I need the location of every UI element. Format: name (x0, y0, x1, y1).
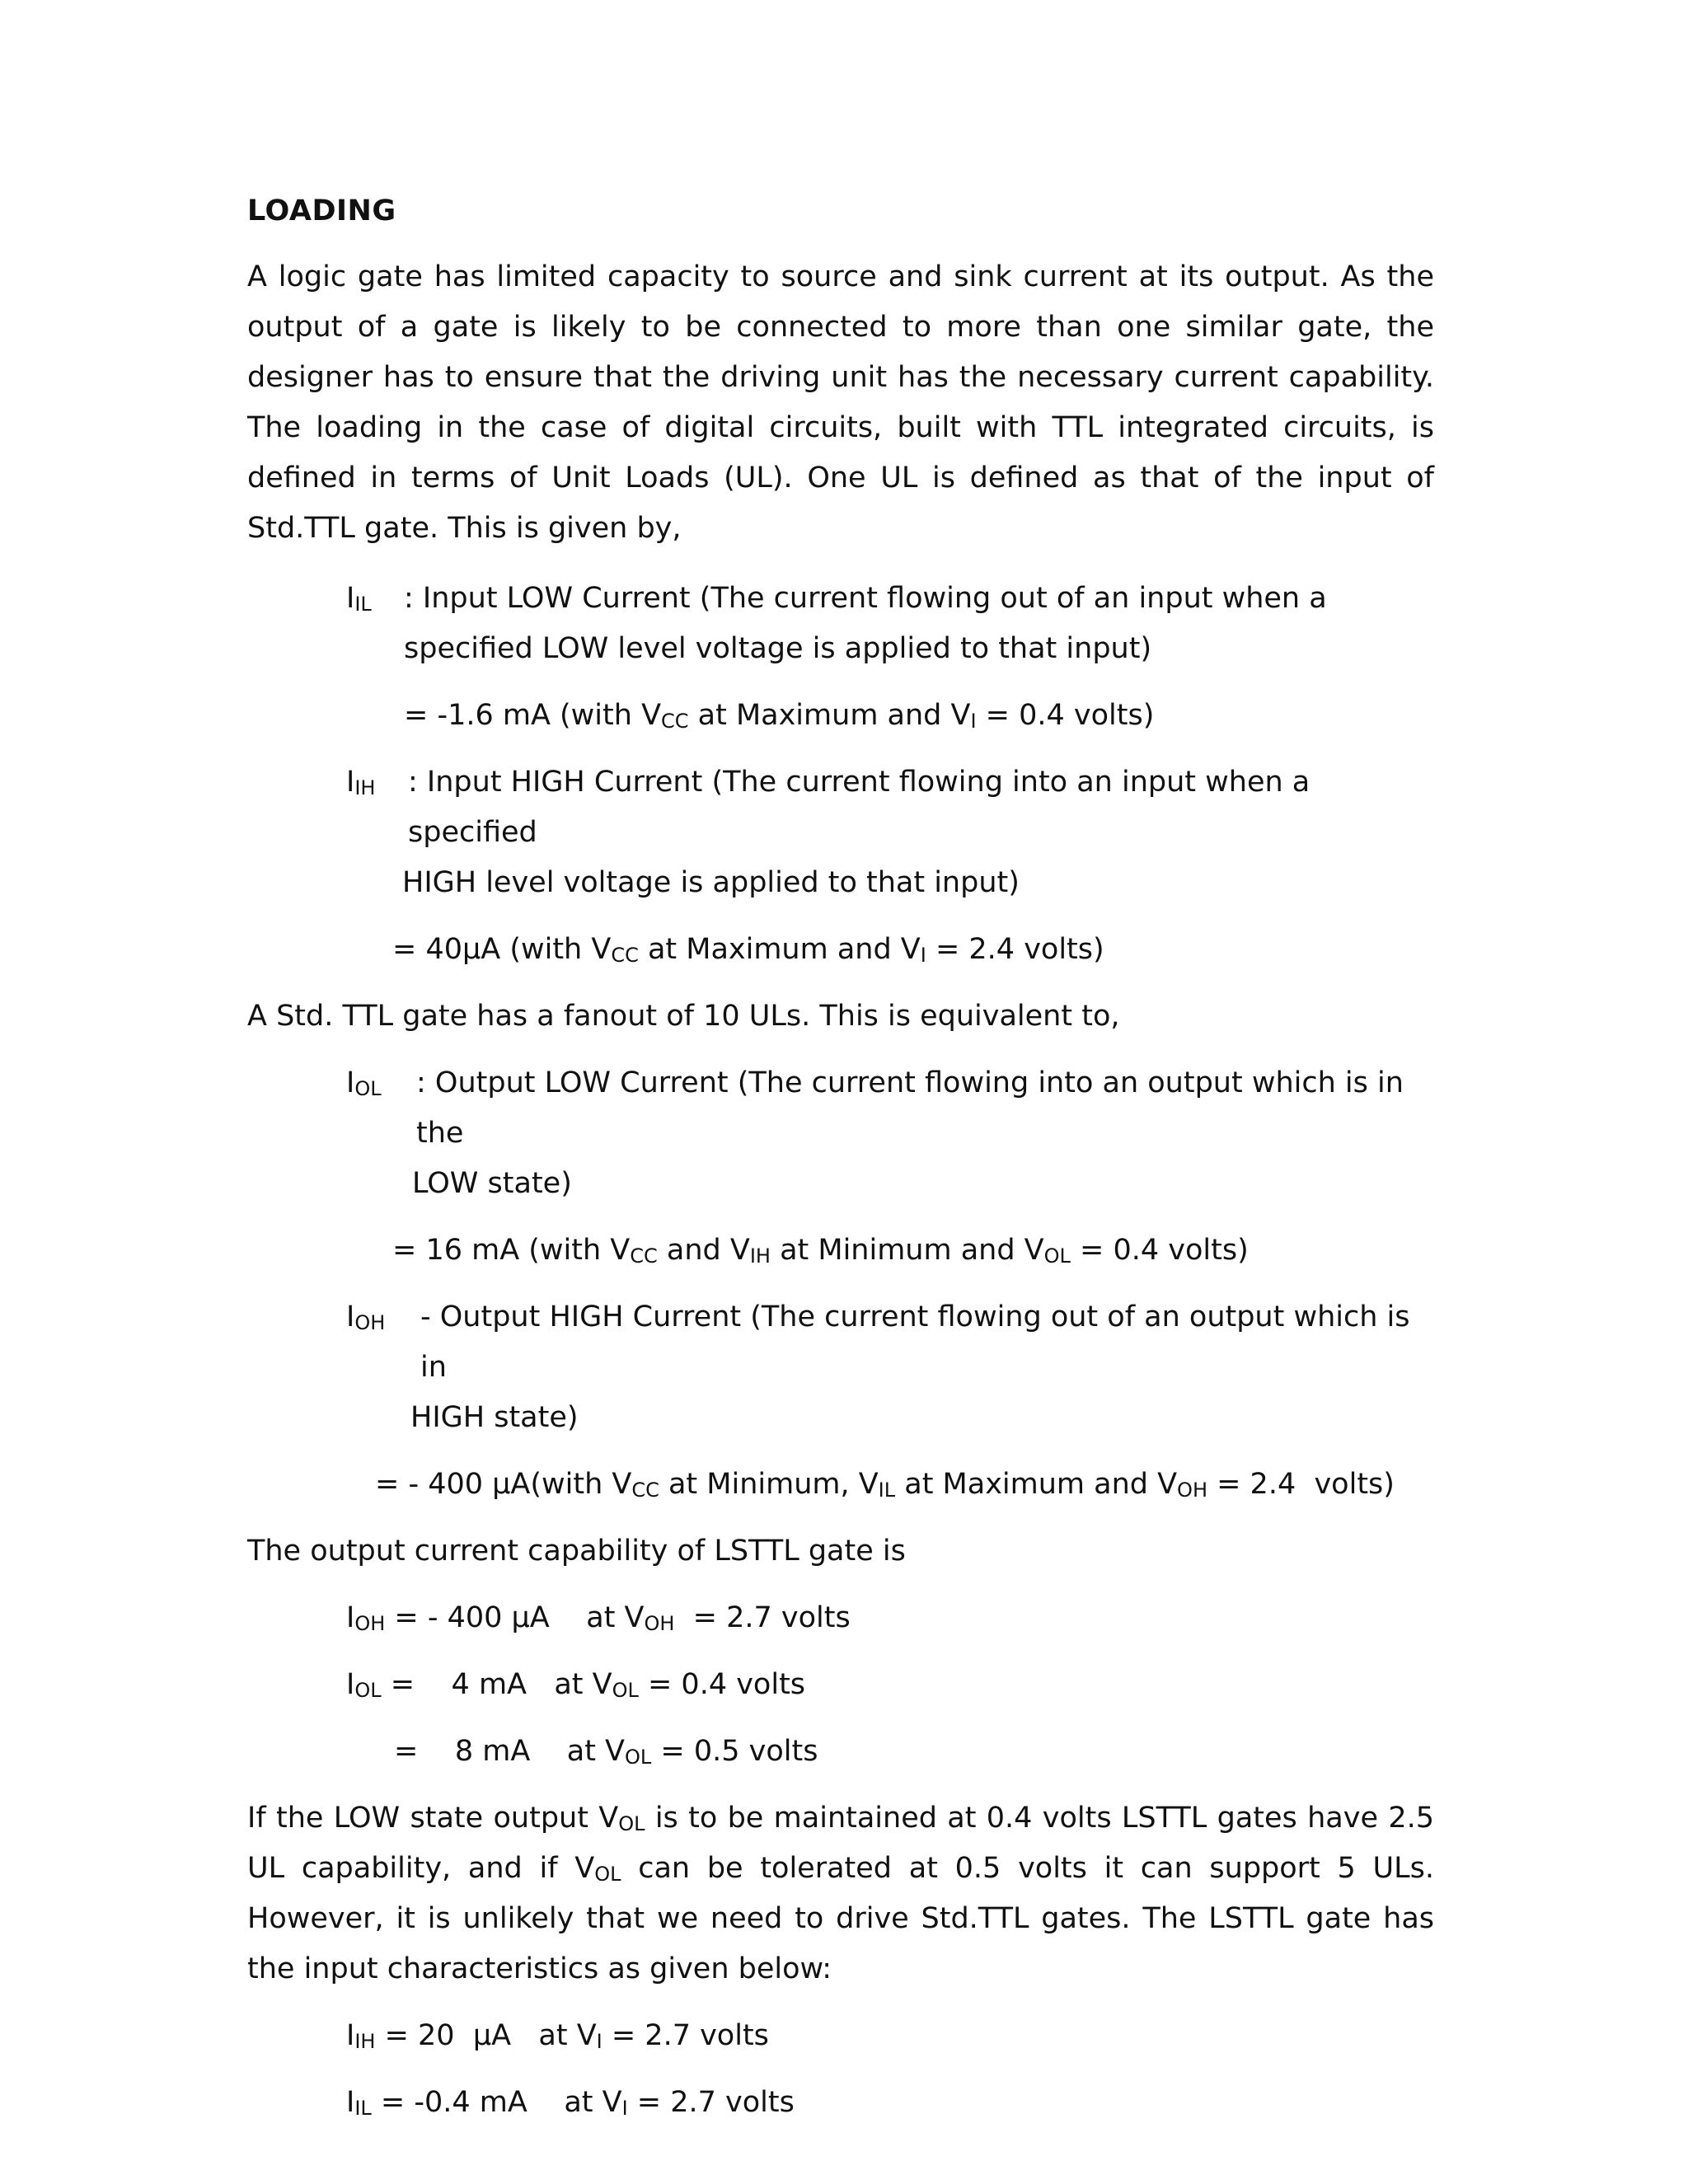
intro-paragraph: A logic gate has limited capacity to source and sink current at its output. As the output of a gate is likely to be connected to more than one similar gate, the designer has to ensure that the driving unit has the necessary current capability. The loading in the case of digital circuits, built with TTL integrated circuits, is defined in terms of Unit Loads (UL). One UL is defined as that of the input of Std.TTL gate. This is given by, (247, 260, 1434, 545)
lsttl-iil-row: $I_{IL} = -0.4$ mA at $V_I = 2.7$ volts (346, 2086, 795, 2120)
lsttl-iol-row-2: = 8 mA at $V_{OL} = 0.5$ volts (394, 1735, 818, 1769)
ioh-definition: $I_{OH}$ - Output HIGH Current (The current flowing out of an output which is in HIGH state) (346, 1301, 1410, 1434)
lsttl-iih-row: $I_{IH} = 20$ μA at $V_I = 2.7$ volts (346, 2019, 769, 2053)
iil-definition: $I_{IL}$ : Input LOW Current (The current flowing out of an input when a specified LOW level voltage is applied to that input) (346, 582, 1327, 665)
iil-equation: = -1.6 mA (with $V_{CC}$ at Maximum and $V_I = 0.4$ volts) (404, 699, 1155, 733)
iih-equation: = 40μA (with $V_{CC}$ at Maximum and $V_I = 2.4$ volts) (392, 933, 1104, 967)
document-content (247, 194, 1434, 2128)
section-heading: LOADING (247, 194, 396, 227)
iol-definition: $I_{OL}$ : Output LOW Current (The current flowing into an output which is in the LOW state) (346, 1066, 1404, 1200)
capability-paragraph: If the LOW state output $V_{OL}$ is to be maintained at 0.4 volts LSTTL gates have 2.5 UL capability, and if $V_{OL}$ can be tolerated at 0.5 volts it can support 5 ULs. However, it is unlikely that we need to drive Std.TTL gates. The LSTTL gate has the input characteristics as given below: (247, 1802, 1435, 1985)
fanout-text: A Std. TTL gate has a fanout of 10 ULs. This is equivalent to, (247, 1000, 1120, 1033)
lsttl-ioh-row: $I_{OH}$ = - 400 μA at $V_{OH} = 2.7$ volts (346, 1601, 851, 1635)
lsttl-iol-row: $I_{OL}$ = 4 mA at $V_{OL} = 0.4$ volts (346, 1668, 806, 1702)
iih-definition: $I_{IH}$ : Input HIGH Current (The current flowing into an input when a specified HIGH level voltage is applied to that input) (346, 766, 1311, 899)
iol-equation: = 16 mA (with $V_{CC}$ and $V_{IH}$ at Minimum and $V_{OL} = 0.4$ volts) (392, 1234, 1249, 1268)
lsttl-output-text: The output current capability of LSTTL gate is (247, 1535, 906, 1568)
ioh-equation: = - 400 μA(with $V_{CC}$ at Minimum, $V_{IL}$ at Maximum and $V_{OH} = 2.4$ volts) (375, 1468, 1395, 1502)
